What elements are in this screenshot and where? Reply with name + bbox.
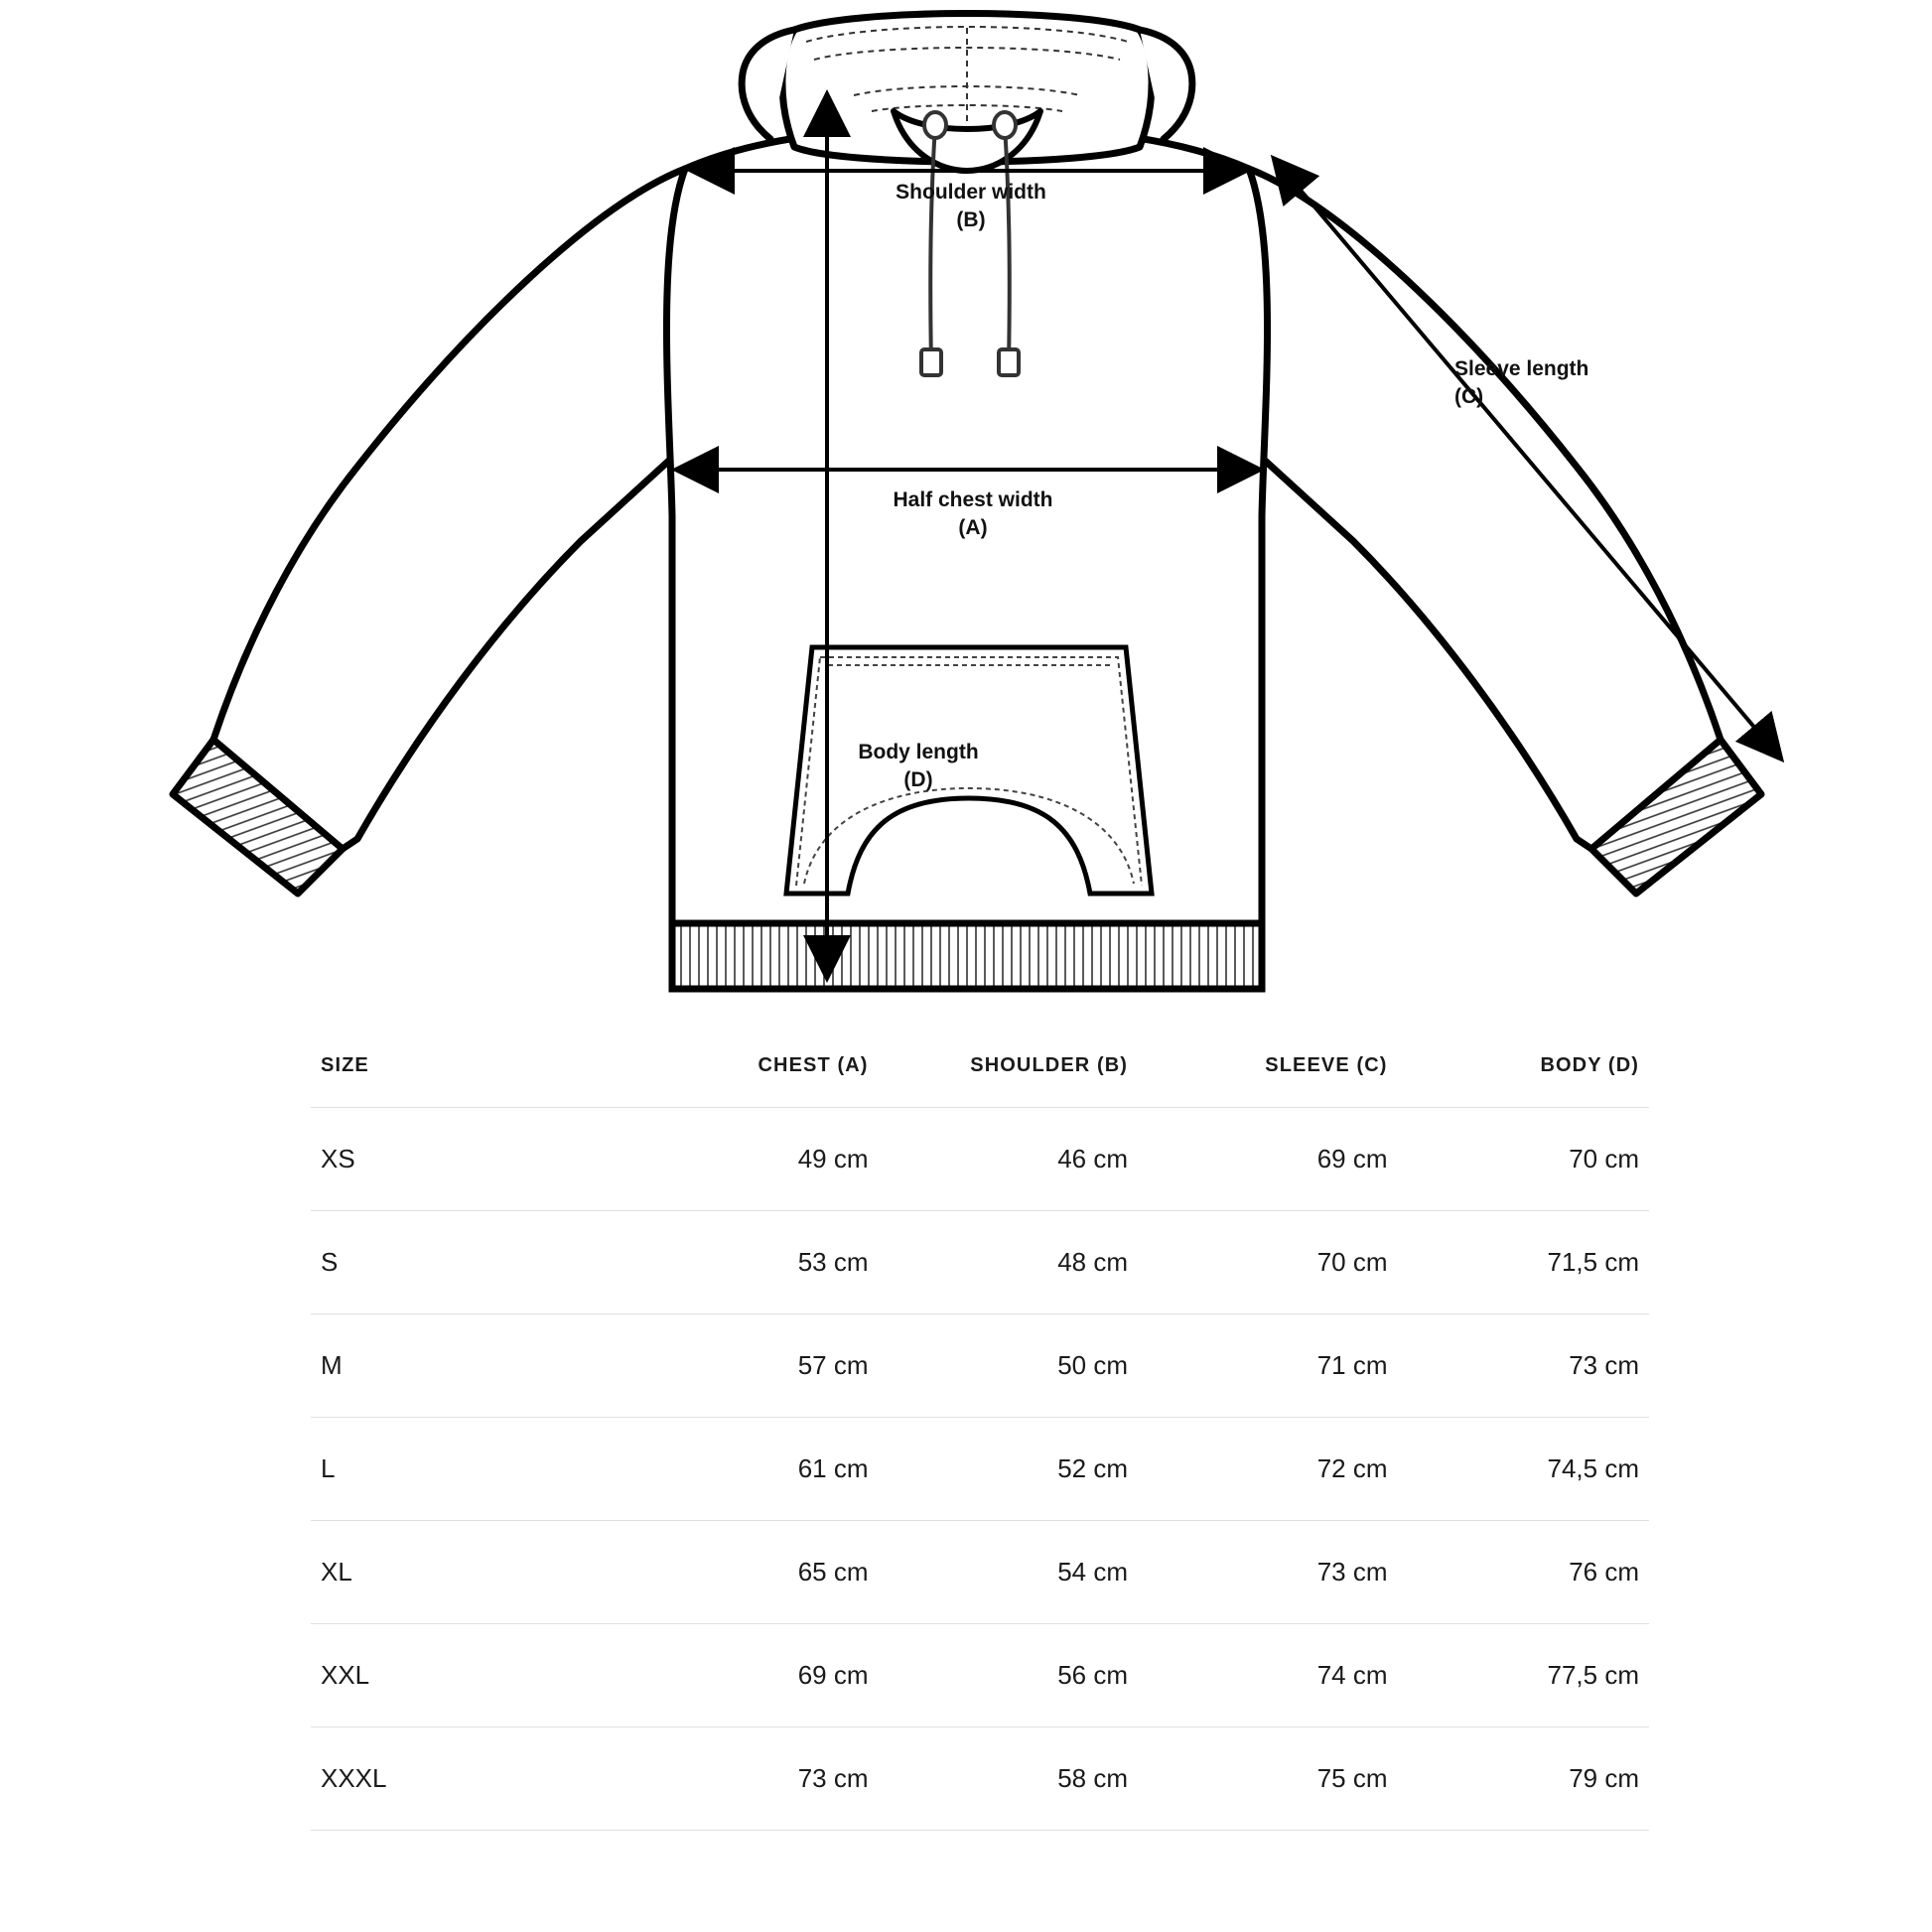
cell-body: 79 cm	[1398, 1727, 1649, 1831]
label-body-length-text: Body length	[858, 741, 979, 763]
cell-chest: 57 cm	[619, 1314, 879, 1418]
label-half-chest-width-code: (A)	[958, 516, 988, 540]
cell-body: 73 cm	[1398, 1314, 1649, 1418]
cell-sleeve: 71 cm	[1138, 1314, 1398, 1418]
cell-chest: 61 cm	[619, 1418, 879, 1521]
cell-size: S	[311, 1211, 619, 1314]
label-shoulder-width-code: (B)	[956, 208, 986, 232]
cell-sleeve: 72 cm	[1138, 1418, 1398, 1521]
cell-body: 71,5 cm	[1398, 1211, 1649, 1314]
label-sleeve-length-code: (C)	[1454, 385, 1484, 409]
column-header-shoulder: SHOULDER (B)	[970, 1054, 1129, 1076]
cell-shoulder: 58 cm	[879, 1727, 1139, 1831]
cell-sleeve: 69 cm	[1138, 1108, 1398, 1211]
table-row	[311, 1418, 1649, 1521]
label-shoulder-width-text: Shoulder width	[896, 181, 1046, 204]
cell-size: XL	[311, 1521, 619, 1624]
cell-sleeve: 73 cm	[1138, 1521, 1398, 1624]
cell-body: 74,5 cm	[1398, 1418, 1649, 1521]
cell-chest: 53 cm	[619, 1211, 879, 1314]
size-table	[311, 1033, 1649, 1831]
cell-sleeve: 74 cm	[1138, 1624, 1398, 1727]
cell-chest: 49 cm	[619, 1108, 879, 1211]
cell-body: 76 cm	[1398, 1521, 1649, 1624]
label-sleeve-length-text: Sleeve length	[1454, 357, 1589, 380]
label-shoulder-width	[857, 179, 1085, 235]
cell-body: 70 cm	[1398, 1108, 1649, 1211]
cell-chest: 73 cm	[619, 1727, 879, 1831]
cell-chest: 69 cm	[619, 1624, 879, 1727]
label-sleeve-length	[1454, 355, 1653, 412]
column-header-size: SIZE	[321, 1054, 369, 1076]
table-row	[311, 1624, 1649, 1727]
column-header-body: BODY (D)	[1540, 1054, 1639, 1076]
cell-size: XS	[311, 1108, 619, 1211]
table-row	[311, 1211, 1649, 1314]
size-table-wrap	[311, 1033, 1649, 1831]
cell-size: XXXL	[311, 1727, 619, 1831]
cell-body: 77,5 cm	[1398, 1624, 1649, 1727]
table-row	[311, 1108, 1649, 1211]
label-body-length	[819, 739, 1018, 795]
table-row	[311, 1727, 1649, 1831]
cell-sleeve: 70 cm	[1138, 1211, 1398, 1314]
column-header-chest: CHEST (A)	[758, 1054, 869, 1076]
cell-shoulder: 56 cm	[879, 1624, 1139, 1727]
label-half-chest-width	[844, 486, 1102, 543]
column-header-sleeve: SLEEVE (C)	[1265, 1054, 1388, 1076]
cell-chest: 65 cm	[619, 1521, 879, 1624]
cell-size: XXL	[311, 1624, 619, 1727]
table-header-row	[311, 1033, 1649, 1108]
cell-shoulder: 52 cm	[879, 1418, 1139, 1521]
table-row	[311, 1314, 1649, 1418]
label-body-length-code: (D)	[903, 768, 933, 792]
cell-size: M	[311, 1314, 619, 1418]
cell-sleeve: 75 cm	[1138, 1727, 1398, 1831]
cell-shoulder: 48 cm	[879, 1211, 1139, 1314]
cell-shoulder: 46 cm	[879, 1108, 1139, 1211]
table-row	[311, 1521, 1649, 1624]
cell-shoulder: 50 cm	[879, 1314, 1139, 1418]
cell-shoulder: 54 cm	[879, 1521, 1139, 1624]
label-half-chest-width-text: Half chest width	[893, 488, 1053, 511]
cell-size: L	[311, 1418, 619, 1521]
hem-ribbing	[672, 923, 1262, 989]
